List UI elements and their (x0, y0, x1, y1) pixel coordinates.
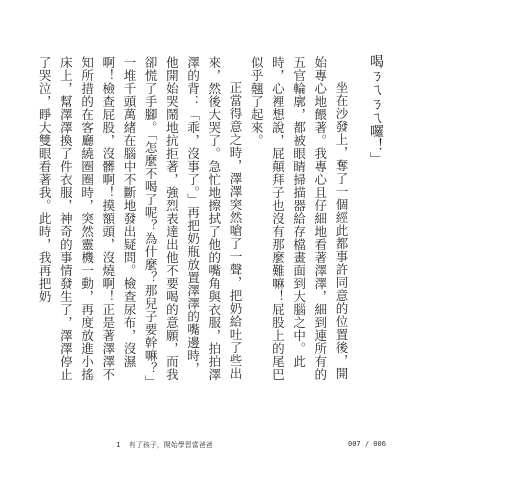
running-footer (116, 440, 213, 450)
page-number: 007 / 006 (348, 440, 386, 448)
chapter-title: 有了孩子，開始學習當爸爸 (128, 441, 213, 449)
body-text (34, 56, 352, 386)
paragraph-2: 正當得意之時，澤澤突然嗆了一聲，把奶給吐了些出來，然後大哭了。急忙地擦拭了他的嘴角與衣服，拍拍澤澤的背：「乖，沒事了。」再把奶瓶放置澤澤的嘴邊時，他開始哭鬧地抗拒著，強烈表達出他不要喝的意願，而我卻慌了手腳。「怎麼不喝了呢？為什麼？那兒子要幹嘛？」一堆千頭萬緒在腦中不斷地發出疑問。檢查尿布，沒濕啊！檢查屁股，沒髒啊！摸額頭，沒燒啊！正是著澤澤不知所措的在客廳繞圈圈時，突然靈機一動，再度放進小搖床上，幫澤澤換了件衣服，神奇的事情發生了，澤澤停止了哭泣，睜大雙眼看著我。此時，我再把奶 (37, 56, 243, 382)
chapter-heading: 喝ㄋㄟㄋㄟ囉！」 (368, 54, 384, 166)
chapter-number: 1 (116, 441, 121, 449)
paragraph-1: 坐在沙發上，奪了一個經此都事許同意的位置後，開始專心地餵著。我專心且仔細地看著澤澤，細到連所有的五官輪廓，都被眼睛掃描器給存檔畫面到大腦之中。此時，心裡想說，屁顛拜子也沒有那麼難嘛！屁股上的尾巴似乎翹了起來。 (249, 56, 349, 381)
